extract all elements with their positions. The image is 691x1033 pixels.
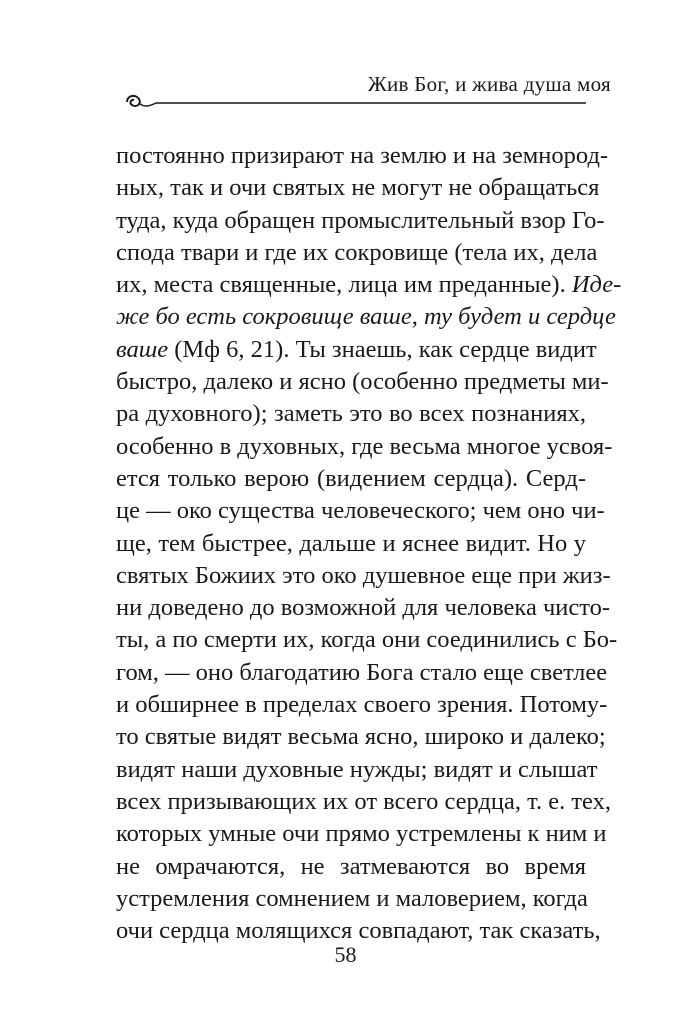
text-line: ваше (Мф 6, 21). Ты знаешь, как сердце видит bbox=[116, 335, 597, 363]
running-head: Жив Бог, и жива душа моя bbox=[367, 72, 611, 96]
text-line: всех призывающих их от всего сердца, т. е. тех, bbox=[116, 787, 611, 815]
text-line: устремления сомнением и маловерием, когда bbox=[116, 884, 588, 912]
body-text bbox=[116, 140, 622, 947]
text-line: ра духовного); заметь это во всех познаниях, bbox=[116, 400, 586, 428]
text-line: которых умные очи прямо устремлены к ним и bbox=[116, 820, 607, 848]
text-line: видят наши духовные нужды; видят и слышат bbox=[116, 755, 598, 783]
text-line: их, места священные, лица им преданные). Иде- bbox=[116, 271, 622, 299]
text-line: спода твари и где их сокровище (тела их, дела bbox=[116, 238, 598, 266]
text-line: туда, куда обращен промыслительный взор Го- bbox=[116, 206, 605, 234]
text-line: особенно в духовных, где весьма многое усвоя- bbox=[116, 432, 613, 460]
text-line: и обширнее в пределах своего зрения. Потому- bbox=[116, 691, 608, 719]
text-line: не омрачаются, не затмеваются во время bbox=[116, 852, 586, 880]
ornament-rule bbox=[116, 90, 586, 114]
text-line bbox=[116, 301, 616, 333]
text-line: ты, а по смерти их, когда они соединились с Бо- bbox=[116, 626, 618, 654]
text-line: ных, так и очи святых не могут не обращаться bbox=[116, 174, 600, 202]
italic-quote: же бо есть сокровище ваше, ту будет и сердце bbox=[116, 303, 616, 331]
text-line: ется только верою (видением сердца). Серд- bbox=[116, 464, 586, 492]
text-line: быстро, далеко и ясно (особенно предметы ми- bbox=[116, 368, 609, 396]
text-line: постоянно призирают на землю и на земнород- bbox=[116, 142, 609, 169]
italic-quote: ваше bbox=[116, 335, 169, 363]
page-number: 58 bbox=[334, 942, 357, 967]
italic-quote: Иде- bbox=[571, 271, 622, 299]
text-line: ще, тем быстрее, дальше и яснее видит. Но у bbox=[116, 529, 586, 557]
text-line: ни доведено до возможной для человека чисто- bbox=[116, 594, 611, 622]
text-line: гом, — оно благодатию Бога стало еще светлее bbox=[116, 658, 608, 686]
text-line: то святые видят весьма ясно, широко и далеко; bbox=[116, 723, 606, 751]
text-line: очи сердца молящихся совпадают, так сказать, bbox=[116, 917, 601, 945]
text-line: це — око существа человеческого; чем оно чи- bbox=[116, 497, 605, 525]
text-line: святых Божиих это око душевное еще при жиз- bbox=[116, 561, 611, 589]
